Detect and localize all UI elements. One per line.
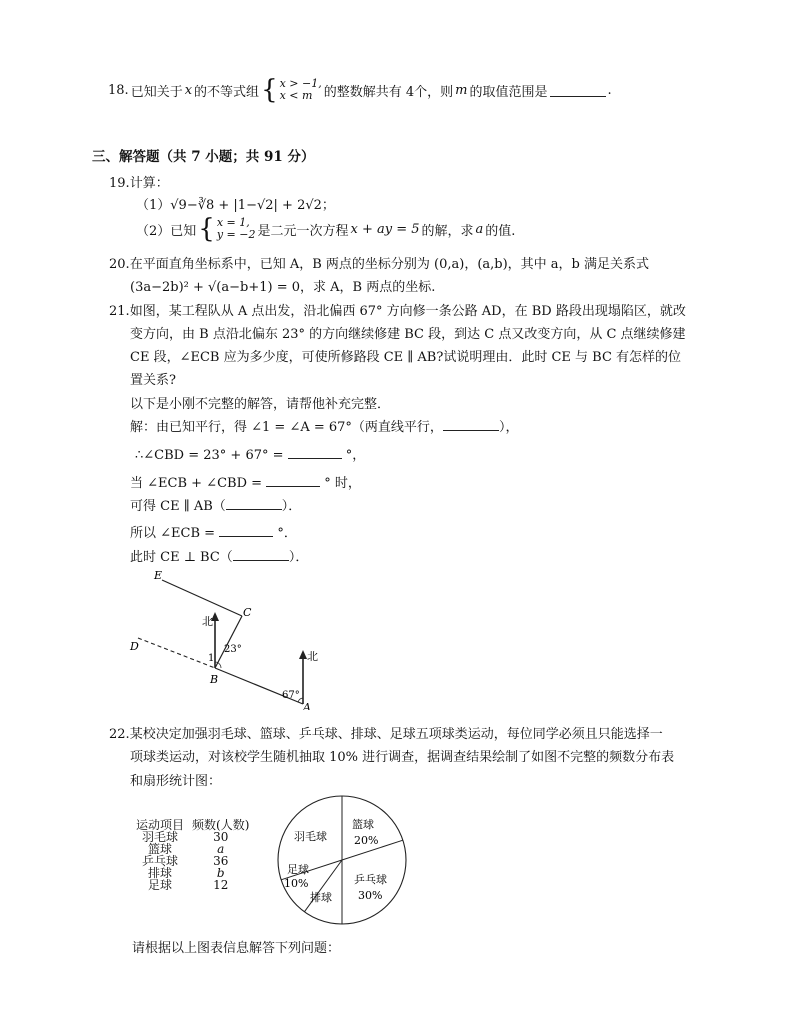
q19-part2-pre: （2）已知 — [136, 223, 197, 239]
q21-step6-blank[interactable] — [233, 548, 289, 561]
label-D: D — [130, 640, 139, 653]
q22-line1-text: 某校决定加强羽毛球、篮球、乒乓球、排球、足球五项球类运动，每位同学必须且只能选择一 — [129, 727, 663, 742]
q19-var-a: a — [475, 221, 484, 237]
table-cell: 30 — [213, 830, 229, 844]
q19-part1: （1）√9−∛8 + |1−√2| + 2√2； — [136, 198, 335, 213]
table-header-cell: 运动项目 — [136, 818, 185, 832]
q21-number: 21. — [109, 304, 130, 319]
pie-chart — [272, 790, 412, 930]
pie-label-football: 足球 — [287, 863, 309, 876]
label-angle-67: 67° — [282, 690, 300, 701]
q18-system-line2: x < m — [279, 89, 313, 102]
table-cell: 排球 — [148, 866, 173, 880]
q18-text-tail: 的取值范围是 — [469, 84, 548, 100]
label-B: B — [210, 673, 219, 686]
q21-step1 — [130, 416, 518, 435]
q19-title — [109, 172, 169, 191]
label-C: C — [243, 606, 252, 619]
pie-label-basketball: 篮球 — [352, 818, 374, 831]
north-arrow-A-head — [299, 650, 307, 659]
q22-line1 — [109, 723, 663, 742]
pie-label-basketball-pct: 20% — [354, 834, 379, 847]
q18-text-end: . — [607, 82, 612, 98]
q19-brace: { — [198, 214, 215, 244]
q21-line1 — [109, 300, 686, 319]
q21-step1-blank[interactable] — [443, 418, 499, 431]
q20-number: 20. — [109, 257, 130, 272]
q18-line — [108, 75, 612, 105]
table-cell: 足球 — [148, 878, 173, 892]
q19-system-line1: x = 1, — [216, 216, 250, 229]
q18-var-m: m — [455, 82, 468, 98]
q21-step3 — [130, 472, 361, 491]
table-row — [132, 879, 253, 891]
q18-var-x: x — [184, 82, 193, 98]
q18-text-mid: 的不等式组 — [194, 84, 260, 100]
pie-label-badminton: 羽毛球 — [294, 830, 327, 843]
q21-step5-text: 所以 ∠ECB = — [130, 526, 216, 541]
q21-step4-text: 可得 CE ∥ AB（ — [130, 499, 226, 514]
label-E: E — [154, 569, 163, 582]
q18-text-post: 的整数解共有 4个，则 — [323, 84, 454, 100]
table-cell: 羽毛球 — [142, 830, 179, 844]
q18-number: 18. — [108, 82, 129, 98]
frequency-table — [132, 819, 253, 891]
q21-step2-blank[interactable] — [288, 446, 342, 459]
q19-system-line2: y = −2 — [216, 228, 256, 241]
q22-footer: 请根据以上图表信息解答下列问题： — [132, 941, 341, 956]
q19-part2-end: 的值. — [485, 223, 516, 239]
q21-step6-end: ）． — [288, 550, 309, 565]
q21-step1-text: 解：由已知平行，得 ∠1 = ∠A = 67°（两直线平行， — [130, 420, 443, 435]
frequency-table-grid — [132, 819, 253, 891]
label-A: A — [303, 701, 311, 710]
label-north-B: 北 — [202, 615, 213, 628]
label-angle-1: 1 — [208, 653, 215, 664]
table-cell: 12 — [213, 878, 229, 892]
section3-title: 三、解答题（共 7 小题；共 91 分） — [92, 149, 315, 165]
q19-title-text: 计算： — [129, 176, 169, 191]
q18-text-pre: 已知关于 — [130, 84, 183, 100]
q18-answer-blank[interactable] — [550, 84, 606, 97]
pie-label-football-pct: 10% — [284, 877, 309, 890]
q21-step3-end: ° 时， — [324, 476, 361, 491]
q21-line1-text: 如图，某工程队从 A 点出发，沿北偏西 67° 方向修一条公路 AD，在 BD 路段出现塌陷区，就改 — [129, 304, 686, 319]
table-header-cell: 频数(人数) — [192, 818, 250, 832]
q21-step2-text: ∴∠CBD = 23° + 67° = — [135, 448, 284, 463]
table-cell: a — [217, 842, 225, 856]
q21-line4: 置关系? — [130, 373, 176, 388]
q21-step4-blank[interactable] — [226, 497, 282, 510]
q21-figure — [128, 568, 328, 710]
q18-system-line1: x > −1, — [279, 77, 322, 90]
q20-line2: (3a−2b)² + √(a−b+1) = 0，求 A，B 两点的坐标. — [130, 280, 436, 295]
q21-step5-end: °． — [277, 526, 297, 541]
q20-line1-text: 在平面直角坐标系中，已知 A，B 两点的坐标分别为 (0,a)，(a,b)，其中 a，b 满足关系式 — [129, 257, 650, 272]
q19-number: 19. — [109, 176, 130, 191]
q19-equation: x + ay = 5 — [350, 221, 420, 237]
pie-label-pingpong: 乒乓球 — [354, 873, 387, 886]
segment-CB — [215, 616, 242, 668]
q19-part2 — [136, 216, 515, 242]
table-cell: 篮球 — [148, 842, 173, 856]
label-angle-23: 23° — [224, 644, 242, 655]
table-cell: b — [216, 866, 225, 880]
pie-label-volleyball: 排球 — [310, 891, 332, 904]
q21-step4-end: ）． — [281, 499, 302, 514]
q21-step4 — [130, 495, 301, 514]
label-north-A: 北 — [307, 650, 318, 663]
q20-line1 — [109, 253, 649, 272]
q21-step1-end: ）， — [498, 420, 519, 435]
q21-step5-blank[interactable] — [219, 524, 273, 537]
q19-system — [217, 217, 256, 241]
q18-brace: { — [261, 75, 278, 105]
q21-step5 — [130, 522, 297, 541]
table-cell: 乒乓球 — [142, 854, 179, 868]
q18-system — [280, 78, 322, 102]
q21-step2-end: °， — [345, 448, 366, 463]
q21-line5: 以下是小刚不完整的解答，请帮他补充完整． — [130, 397, 391, 412]
q19-part2-tail: 的解，求 — [421, 223, 474, 239]
q21-line2: 变方向，由 B 点沿北偏东 23° 的方向继续修建 BC 段，到达 C 点又改变方向，从 C 点继续修建 — [130, 327, 686, 342]
q22-line3: 和扇形统计图： — [130, 774, 222, 789]
q21-step3-text: 当 ∠ECB + ∠CBD = — [130, 476, 263, 491]
q19-part2-post: 是二元一次方程 — [257, 223, 349, 239]
q21-line3: CE 段，∠ECB 应为多少度，可使所修路段 CE ∥ AB?试说明理由．此时 CE 与 BC 有怎样的位 — [130, 350, 682, 365]
segment-DB-dashed — [138, 638, 215, 668]
q21-step3-blank[interactable] — [266, 474, 320, 487]
q22-line2: 项球类运动，对该校学生随机抽取 10% 进行调查，据调查结果绘制了如图不完整的频数分布表 — [130, 750, 675, 765]
table-cell: 36 — [213, 854, 229, 868]
q21-step6 — [130, 546, 308, 565]
q22-number: 22. — [109, 727, 130, 742]
q21-step2 — [135, 444, 365, 463]
segment-EC — [162, 580, 242, 616]
pie-label-pingpong-pct: 30% — [358, 889, 383, 902]
q21-step6-text: 此时 CE ⊥ BC（ — [130, 550, 233, 565]
